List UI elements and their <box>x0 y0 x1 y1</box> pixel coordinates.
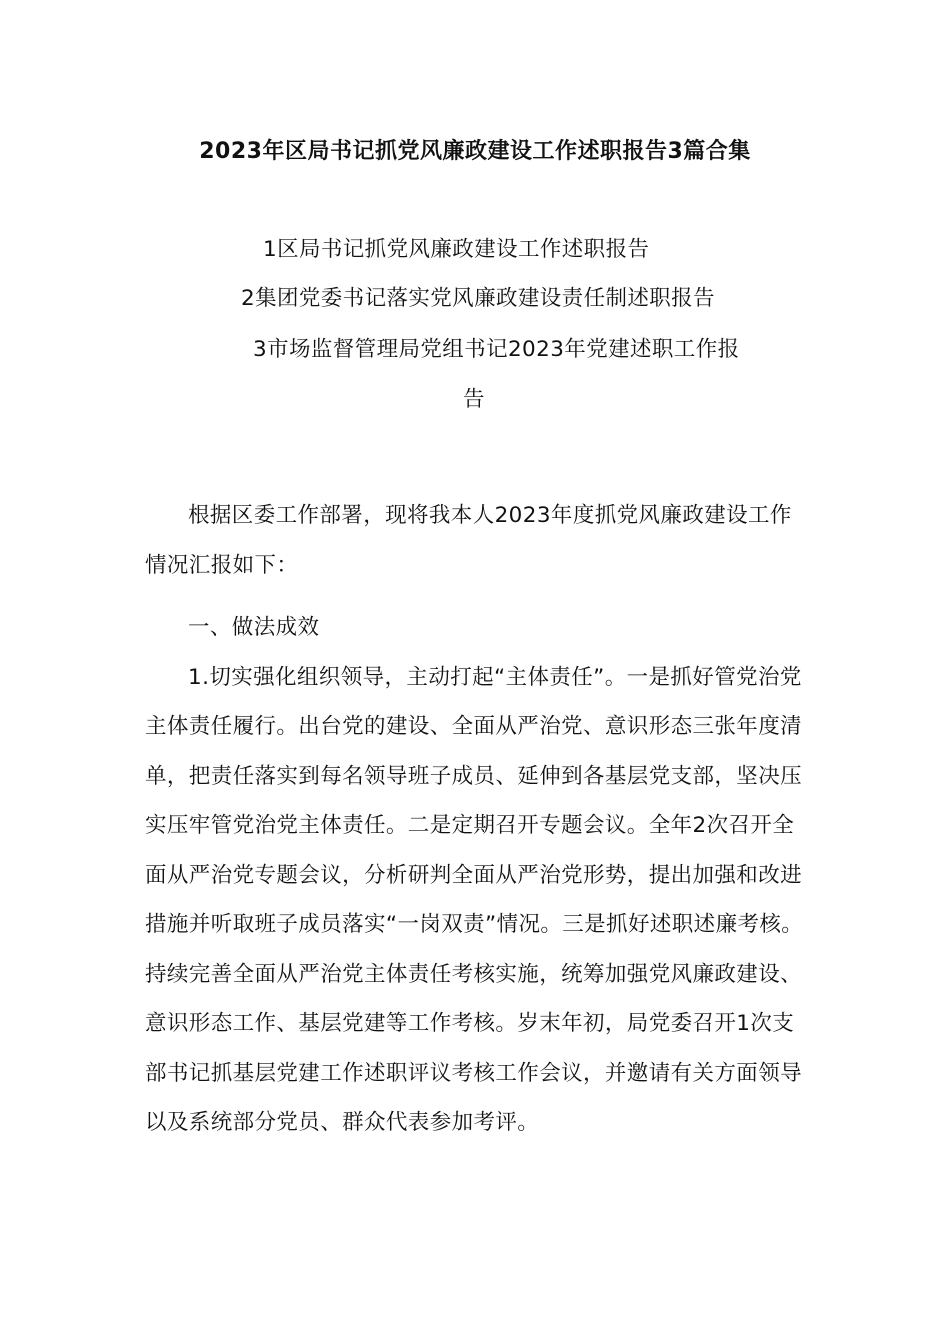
toc-item: 2集团党委书记落实党风廉政建设责任制述职报告 <box>241 286 715 311</box>
body-paragraph: 1.切实强化组织领导，主动打起“主体责任”。一是抓好管党治党主体责任履行。出台党的建设、全面从严治党、意识形态三张年度清单，把责任落实到每名领导班子成员、延伸到各基层党支部，坚决压实压牢管党治党主体责任。二是定期召开专题会议。全年2次召开全面从严治党专题会议，分析研判全面从严治党形势，提出加强和改进措施并听取班子成员落实“一岗双责”情况。三是抓好述职述廉考核。持续完善全面从严治党主体责任考核实施，统筹加强党风廉政建设、意识形态工作、基层党建等工作考核。岁末年初，局党委召开1次支部书记抓基层党建工作述职评议考核工作会议，并邀请有关方面领导以及系统部分党员、群众代表参加考评。 <box>145 664 804 1135</box>
document-body <box>145 491 805 1148</box>
intro-paragraph: 根据区委工作部署，现将我本人2023年度抓党风廉政建设工作情况汇报如下： <box>145 503 792 578</box>
section-heading: 一、做法成效 <box>188 615 320 640</box>
toc-item-continuation: 告 <box>463 387 485 412</box>
document-title: 2023年区局书记抓党风廉政建设工作述职报告3篇合集 <box>199 139 751 164</box>
toc-item: 1区局书记抓党风廉政建设工作述职报告 <box>263 237 650 262</box>
toc-item: 3市场监督管理局党组书记2023年党建述职工作报 <box>253 337 740 362</box>
